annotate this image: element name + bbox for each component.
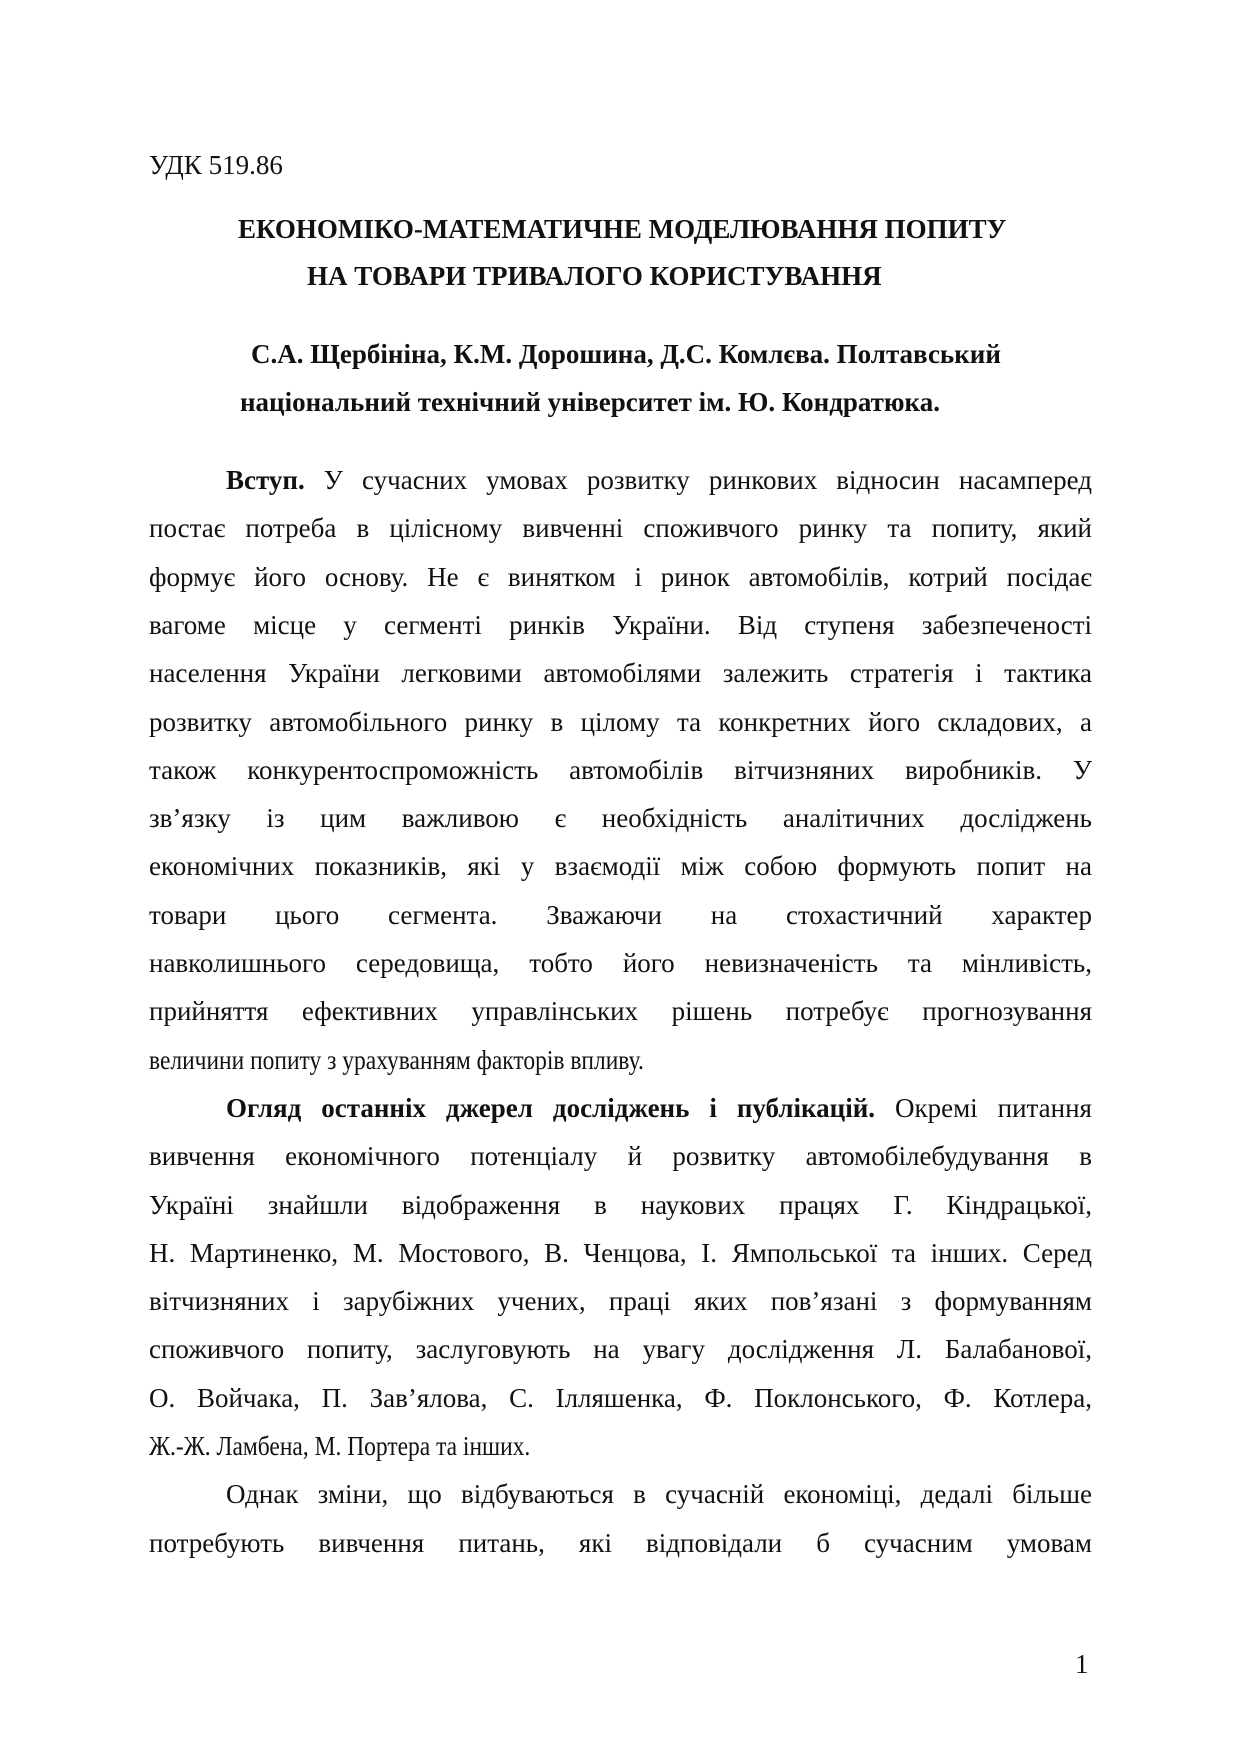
body-text: Україні знайшли відображення в наукових працях Г. Кіндрацької, <box>149 1189 1092 1220</box>
body-line <box>149 996 1092 1026</box>
body-line <box>149 1479 1092 1509</box>
authors-line-1: С.А. Щербініна, К.М. Дорошина, Д.С. Комлєва. Полтавський <box>251 339 1001 369</box>
body-text: також конкурентоспроможність автомобілів вітчизняних виробників. У <box>149 754 1092 785</box>
body-text: Окремі питання <box>875 1092 1092 1123</box>
body-text: вивчення економічного потенціалу й розвитку автомобілебудування в <box>149 1141 1092 1172</box>
body-text: прийняття ефективних управлінських рішень потребує прогнозування <box>149 996 1092 1027</box>
body-line <box>149 513 1092 543</box>
body-text: вітчизняних і зарубіжних учених, праці яких пов’язані з формуванням <box>149 1286 1092 1317</box>
body-line <box>149 851 1092 881</box>
body-text: Н. Мартиненко, М. Мостового, В. Ченцова, І. Ямпольської та інших. Серед <box>149 1237 1092 1268</box>
title-line-1: ЕКОНОМІКО-МАТЕМАТИЧНЕ МОДЕЛЮВАННЯ ПОПИТУ <box>238 214 1007 244</box>
body-text: споживчого попиту, заслуговують на увагу дослідження Л. Балабанової, <box>149 1334 1092 1365</box>
body-line <box>149 1431 530 1461</box>
body-text: потребують вивчення питань, які відповідали б сучасним умовам <box>149 1527 1092 1558</box>
section-heading: Огляд останніх джерел досліджень і публікацій. <box>226 1092 876 1123</box>
body-text: У сучасних умовах розвитку ринкових відносин насамперед <box>304 465 1092 495</box>
title-line-2: НА ТОВАРИ ТРИВАЛОГО КОРИСТУВАННЯ <box>307 261 882 291</box>
body-line <box>149 707 1092 737</box>
body-text: постає потреба в цілісному вивченні споживчого ринку та попиту, який <box>149 513 1092 544</box>
body-line <box>149 1141 1092 1171</box>
body-line <box>149 1190 1092 1220</box>
body-line <box>149 610 1092 640</box>
body-text: зв’язку із цим важливою є необхідність аналітичних досліджень <box>149 803 1092 834</box>
body-text: економічних показників, які у взаємодії між собою формують попит на <box>149 851 1092 882</box>
body-text: Ж.-Ж. Ламбена, М. Портера та інших. <box>149 1431 531 1461</box>
body-text: вагоме місце у сегменті ринків України. Від ступеня забезпеченості <box>149 609 1092 640</box>
body-line <box>149 1383 1092 1413</box>
body-line <box>149 900 1092 930</box>
authors-line-2: національний технічний університет ім. Ю. Кондратюка. <box>240 387 940 417</box>
body-text: Однак зміни, що відбуваються в сучасній економіці, дедалі більше <box>226 1479 1092 1510</box>
body-line <box>149 803 1092 833</box>
body-text: величини попиту з урахуванням факторів впливу. <box>149 1044 644 1075</box>
body-line <box>149 562 1092 592</box>
body-text: О. Войчака, П. Зав’ялова, С. Ілляшенка, Ф. Поклонського, Ф. Котлера, <box>149 1382 1092 1413</box>
body-line <box>149 1528 1092 1558</box>
page-number: 1 <box>1075 1649 1089 1679</box>
body-text: формує його основу. Не є винятком і ринок автомобілів, котрий посідає <box>149 561 1092 592</box>
body-line <box>149 465 1092 495</box>
body-line <box>149 1093 1092 1123</box>
body-text: розвитку автомобільного ринку в цілому та конкретних його складових, а <box>149 706 1092 737</box>
body-line <box>149 755 1092 785</box>
body-line <box>149 1045 644 1075</box>
body-line <box>149 658 1092 688</box>
udk-code: УДК 519.86 <box>149 150 283 180</box>
body-line <box>149 1238 1092 1268</box>
body-line <box>149 1334 1092 1364</box>
body-text: товари цього сегмента. Зважаючи на стохастичний характер <box>149 899 1092 930</box>
body-line <box>149 1286 1092 1316</box>
body-line <box>149 948 1092 978</box>
body-text: навколишнього середовища, тобто його невизначеність та мінливість, <box>149 948 1092 978</box>
section-heading: Вступ. <box>226 465 305 495</box>
body-text: населення України легковими автомобілями залежить стратегія і тактика <box>149 658 1092 689</box>
